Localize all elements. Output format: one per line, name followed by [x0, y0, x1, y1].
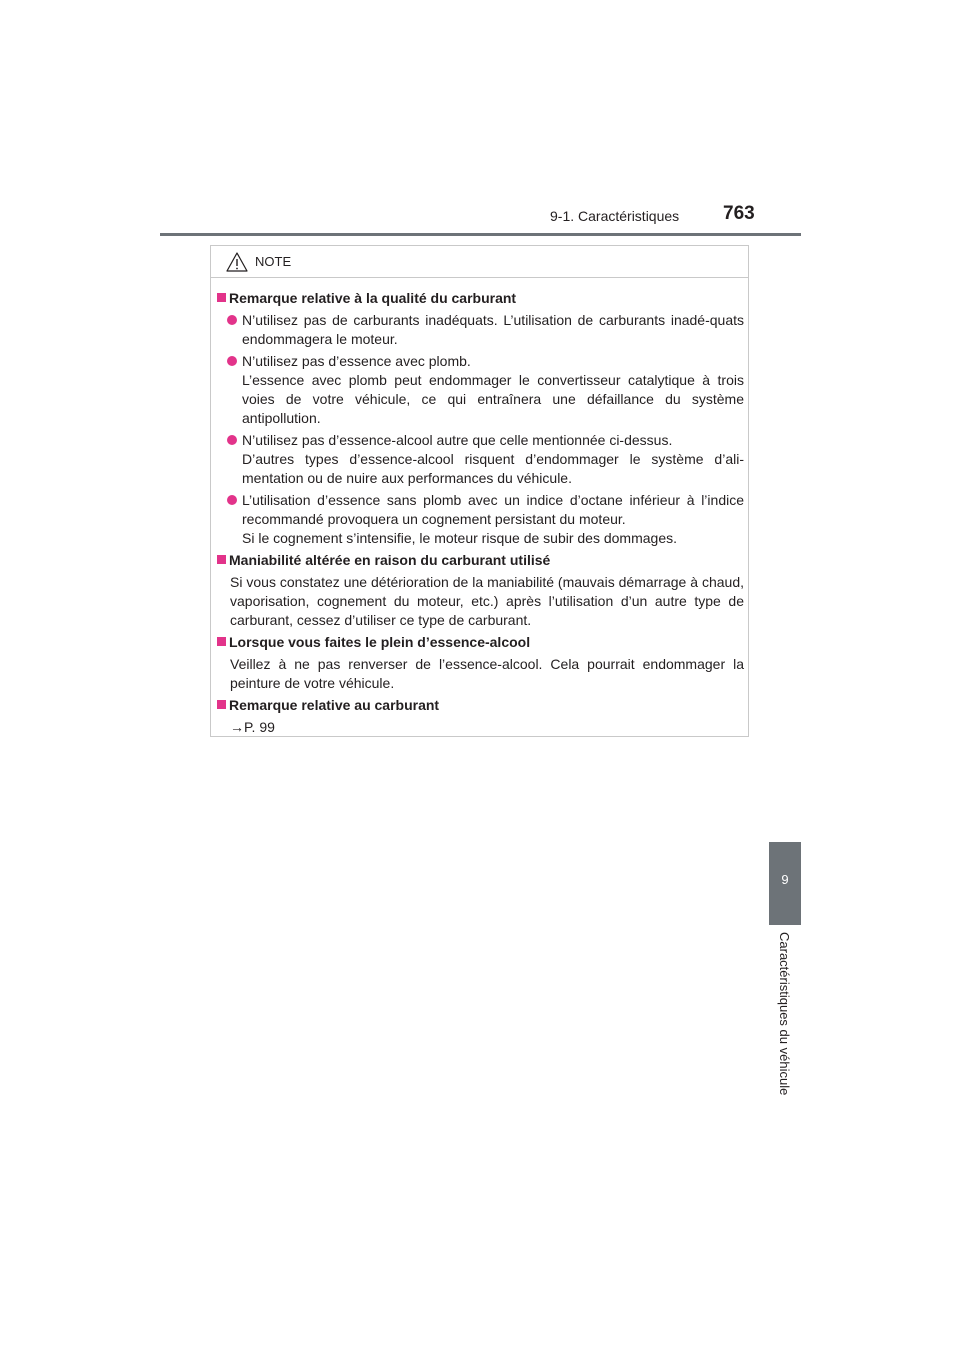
note-header [211, 246, 748, 278]
chapter-number: 9 [781, 872, 789, 887]
list-item: N’utilisez pas d’essence avec plomb. L’essence avec plomb peut endommager le convertisseur catalytique à trois voies de votre véhicule, ce qui entraînera une défaillance du système antipollution. [217, 352, 744, 428]
section-title: 9-1. Caractéristiques [550, 208, 680, 224]
note-box [210, 245, 749, 737]
list-item: N’utilisez pas de carburants inadéquats. L’utilisation de carburants inadé-quats endommagera le moteur. [217, 311, 744, 349]
chapter-tab [769, 842, 801, 925]
section-heading-driveability: Maniabilité altérée en raison du carburant utilisé [217, 551, 744, 570]
square-bullet-icon [217, 293, 226, 302]
section-heading-fuel-quality: Remarque relative à la qualité du carburant [217, 289, 744, 308]
section-paragraph: Veillez à ne pas renverser de l’essence-alcool. Cela pourrait endommager la peinture de votre véhicule. [230, 656, 744, 691]
square-bullet-icon [217, 555, 226, 564]
round-bullet-icon [227, 315, 237, 325]
note-label: NOTE [255, 254, 292, 269]
page-reference-link[interactable]: →P. 99 [230, 719, 275, 735]
list-item: L’utilisation d’essence sans plomb avec un indice d’octane inférieur à l’indice recommandé provoquera un cognement persistant du moteur. Si le cognement s’intensifie, le moteur risque de subir des dommages. [217, 491, 744, 548]
header-divider [160, 233, 801, 236]
square-bullet-icon [217, 700, 226, 709]
round-bullet-icon [227, 356, 237, 366]
section-paragraph: Si vous constatez une détérioration de la maniabilité (mauvais démarrage à chaud, vaporisation, cognement du moteur, etc.) après l’utilisation d’un autre type de carburant, cessez d’utiliser ce type de carburant. [230, 574, 744, 628]
warning-triangle-icon [226, 251, 248, 273]
round-bullet-icon [227, 495, 237, 505]
section-heading-refueling: Lorsque vous faites le plein d’essence-alcool [217, 633, 744, 652]
section-heading-fuel-note: Remarque relative au carburant [217, 696, 744, 715]
chapter-title: Caractéristiques du véhicule [777, 932, 792, 1096]
page-number: 763 [723, 203, 755, 224]
note-body [217, 289, 744, 737]
list-item: N’utilisez pas d’essence-alcool autre que celle mentionnée ci-dessus. D’autres types d’essence-alcool risquent d’endommager le système d’ali-mentation ou de nuire aux performances du véhicule. [217, 431, 744, 488]
round-bullet-icon [227, 435, 237, 445]
square-bullet-icon [217, 637, 226, 646]
